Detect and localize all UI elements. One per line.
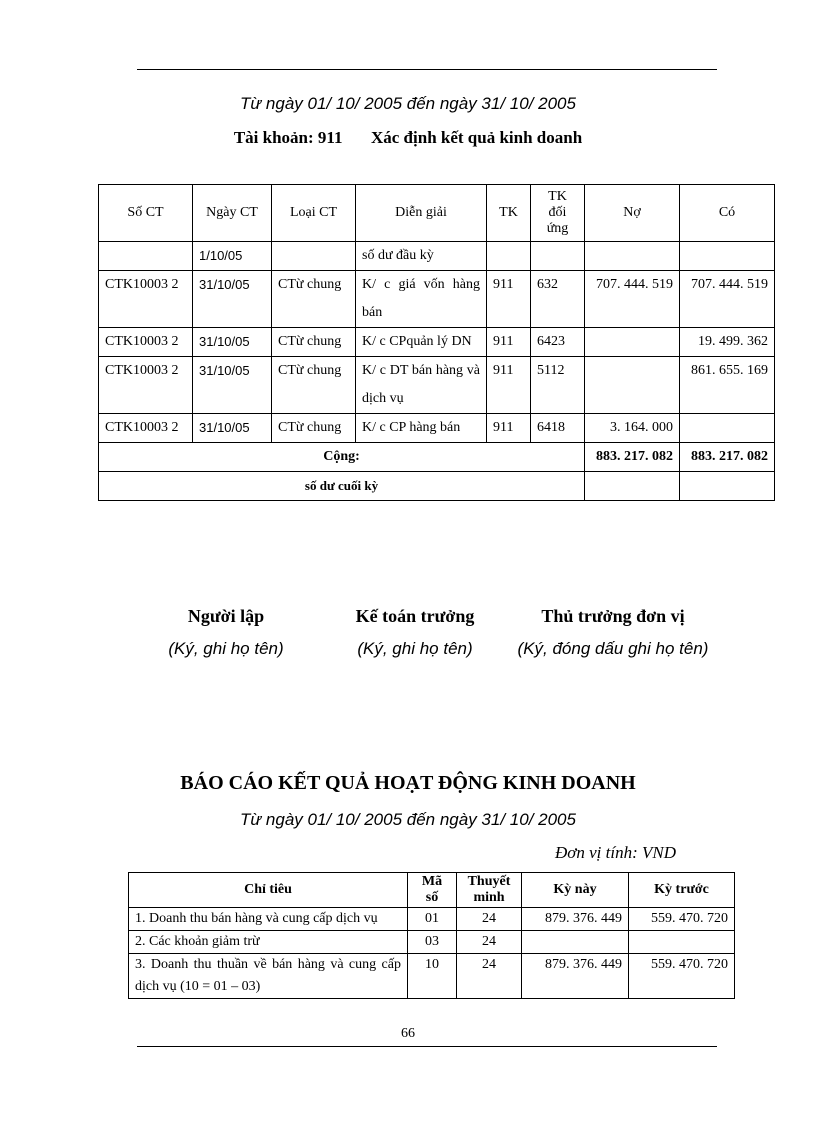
top-rule: [137, 69, 717, 70]
row-note: 24: [457, 954, 522, 999]
row-type: CTừ chung: [272, 271, 356, 328]
ledger-account-label: Tài khoản: 911: [233, 128, 343, 147]
row-current: 879. 376. 449: [522, 908, 629, 931]
table-row: [99, 357, 775, 414]
ledger-period: Từ ngày 01/ 10/ 2005 đến ngày 31/ 10/ 2005: [240, 94, 576, 113]
row-name: 3. Doanh thu thuần về bán hàng và cung cấp dịch vụ (10 = 01 – 03): [129, 954, 408, 999]
col-tk-doi-ung: TK đối ứng: [531, 185, 585, 242]
closing-row: [99, 472, 775, 501]
row-tk: 911: [487, 328, 531, 357]
row-date: 31/10/05: [193, 271, 272, 328]
signature-director: [503, 606, 723, 659]
col-co: Có: [680, 185, 775, 242]
col-no: Nợ: [585, 185, 680, 242]
row-no: [585, 357, 680, 414]
signature-sub: (Ký, ghi họ tên): [168, 639, 284, 658]
col-loai-ct: Loại CT: [272, 185, 356, 242]
closing-label: số dư cuối kỳ: [99, 472, 585, 501]
col-chi-tieu: Chỉ tiêu: [129, 873, 408, 908]
row-current: [522, 931, 629, 954]
total-co: 883. 217. 082: [680, 443, 775, 472]
row-so-ct: CTK10003 2: [99, 328, 193, 357]
page-number: 66: [401, 1026, 415, 1041]
report-table: [128, 872, 735, 999]
row-co: [680, 414, 775, 443]
table-row: [129, 908, 735, 931]
table-row: [99, 414, 775, 443]
row-no: [585, 328, 680, 357]
signature-preparer: [116, 606, 336, 659]
total-label: Cộng:: [99, 443, 585, 472]
row-code: 10: [408, 954, 457, 999]
opening-desc: số dư đầu kỳ: [356, 242, 487, 271]
row-current: 879. 376. 449: [522, 954, 629, 999]
row-no: 707. 444. 519: [585, 271, 680, 328]
row-desc: K/ c CP hàng bán: [356, 414, 487, 443]
col-tk: TK: [487, 185, 531, 242]
row-date: 31/10/05: [193, 328, 272, 357]
row-so-ct: CTK10003 2: [99, 271, 193, 328]
signature-sub: (Ký, đóng dấu ghi họ tên): [517, 639, 709, 658]
col-dien-giai: Diễn giải: [356, 185, 487, 242]
row-tk-du: 6418: [531, 414, 585, 443]
row-co: 861. 655. 169: [680, 357, 775, 414]
col-thuyet-minh: Thuyết minh: [457, 873, 522, 908]
table-row: [129, 954, 735, 999]
row-name: 2. Các khoản giảm trừ: [129, 931, 408, 954]
row-tk: 911: [487, 357, 531, 414]
row-type: CTừ chung: [272, 357, 356, 414]
row-note: 24: [457, 908, 522, 931]
row-desc: K/ c CPquản lý DN: [356, 328, 487, 357]
row-co: 707. 444. 519: [680, 271, 775, 328]
row-co: 19. 499. 362: [680, 328, 775, 357]
ledger-header-row: [99, 185, 775, 242]
row-desc: K/ c giá vốn hàng bán: [356, 271, 487, 328]
signature-chief-accountant: [305, 606, 525, 659]
bottom-rule: [137, 1046, 717, 1047]
table-row: [129, 931, 735, 954]
opening-row: [99, 242, 775, 271]
row-so-ct: CTK10003 2: [99, 357, 193, 414]
row-no: 3. 164. 000: [585, 414, 680, 443]
ledger-table: [98, 184, 775, 501]
row-name: 1. Doanh thu bán hàng và cung cấp dịch vụ: [129, 908, 408, 931]
row-tk: 911: [487, 414, 531, 443]
row-tk-du: 6423: [531, 328, 585, 357]
ledger-account-name: Xác định kết quả kinh doanh: [370, 128, 583, 147]
row-type: CTừ chung: [272, 328, 356, 357]
row-so-ct: CTK10003 2: [99, 414, 193, 443]
report-title: BÁO CÁO KẾT QUẢ HOẠT ĐỘNG KINH DOANH: [180, 772, 636, 794]
table-row: [99, 271, 775, 328]
ledger-account-line: [0, 128, 816, 148]
row-tk: 911: [487, 271, 531, 328]
total-row: [99, 443, 775, 472]
report-period: Từ ngày 01/ 10/ 2005 đến ngày 31/ 10/ 2005: [240, 810, 576, 829]
signature-title: Người lập: [187, 606, 265, 626]
signature-title: Thủ trưởng đơn vị: [541, 606, 685, 626]
row-previous: 559. 470. 720: [629, 908, 735, 931]
signature-title: Kế toán trưởng: [355, 606, 475, 626]
report-unit: Đơn vị tính: VND: [555, 843, 676, 862]
row-date: 31/10/05: [193, 357, 272, 414]
row-desc: K/ c DT bán hàng và dịch vụ: [356, 357, 487, 414]
row-note: 24: [457, 931, 522, 954]
col-so-ct: Số CT: [99, 185, 193, 242]
row-tk-du: 632: [531, 271, 585, 328]
row-previous: [629, 931, 735, 954]
row-tk-du: 5112: [531, 357, 585, 414]
total-no: 883. 217. 082: [585, 443, 680, 472]
table-row: [99, 328, 775, 357]
row-code: 01: [408, 908, 457, 931]
signature-sub: (Ký, ghi họ tên): [357, 639, 473, 658]
opening-date: 1/10/05: [193, 242, 272, 271]
row-previous: 559. 470. 720: [629, 954, 735, 999]
row-date: 31/10/05: [193, 414, 272, 443]
row-code: 03: [408, 931, 457, 954]
col-ma-so: Mã số: [408, 873, 457, 908]
col-ky-nay: Kỳ này: [522, 873, 629, 908]
col-ky-truoc: Kỳ trước: [629, 873, 735, 908]
row-type: CTừ chung: [272, 414, 356, 443]
col-ngay-ct: Ngày CT: [193, 185, 272, 242]
report-header-row: [129, 873, 735, 908]
